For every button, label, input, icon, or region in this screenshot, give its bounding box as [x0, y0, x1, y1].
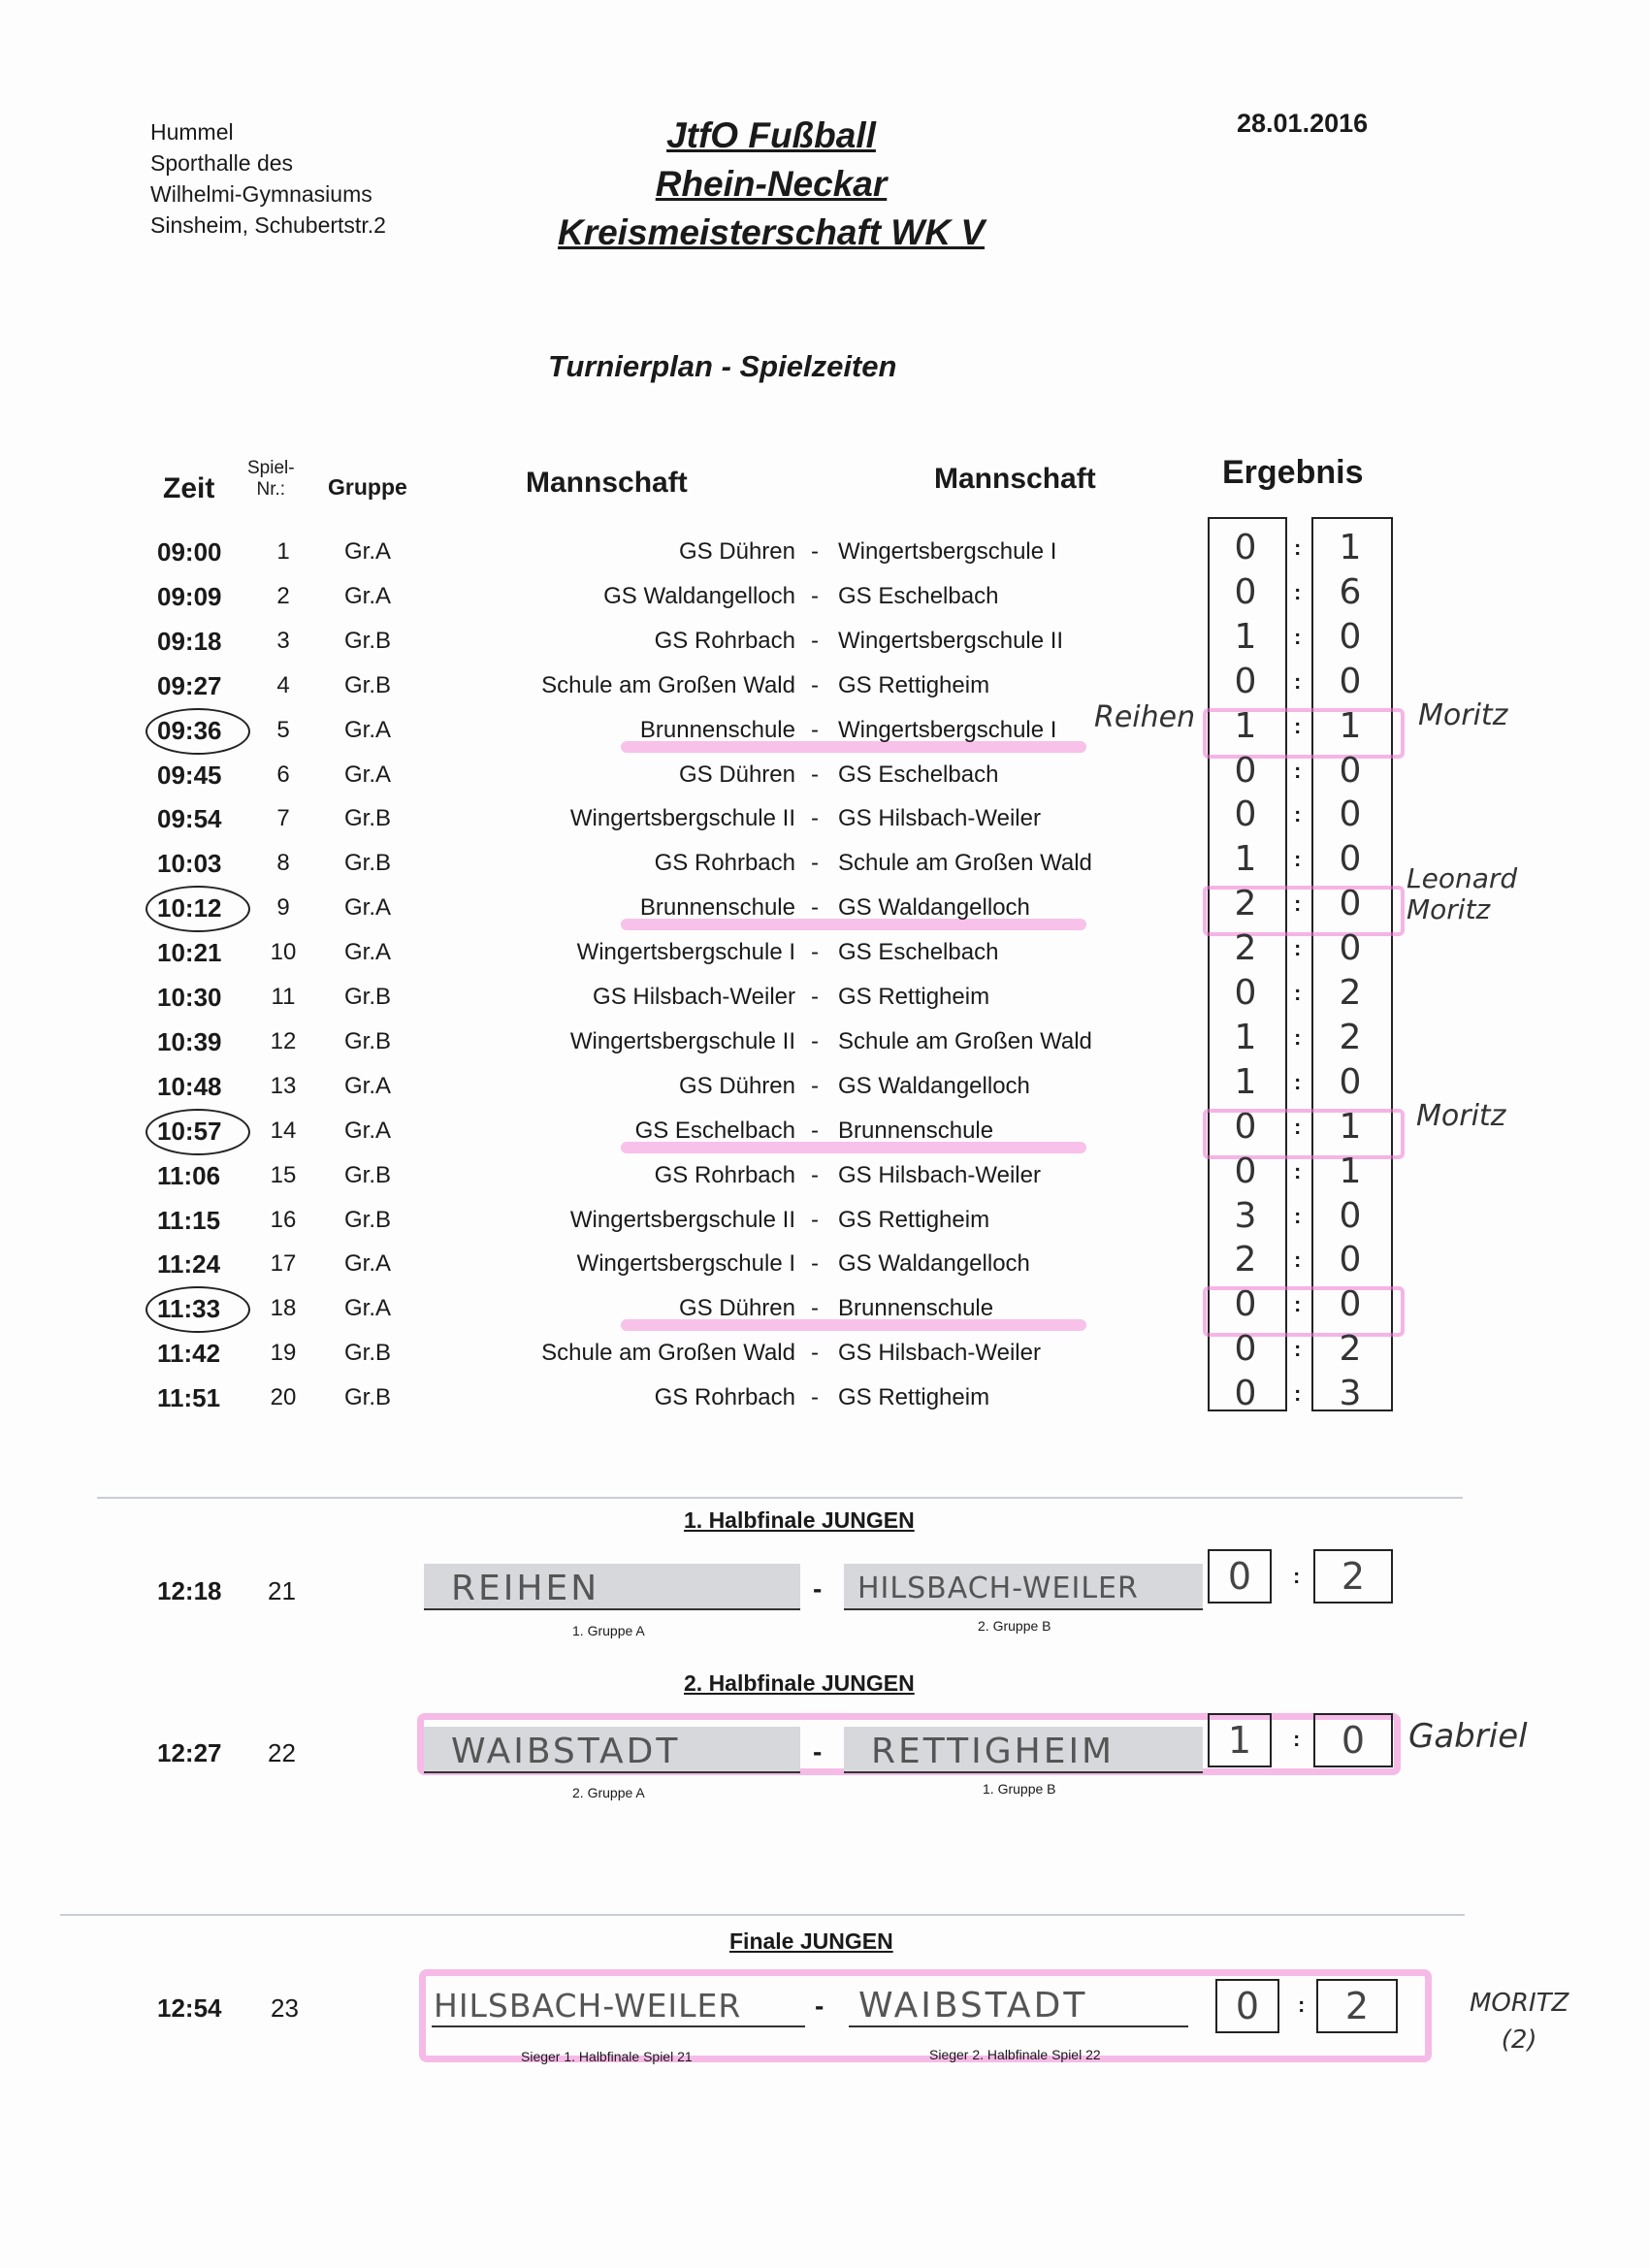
final-team1: HILSBACH-WEILER — [432, 1981, 805, 2027]
match-score1: 2 — [1234, 1240, 1257, 1280]
score-colon: : — [1294, 580, 1302, 604]
match-team2: GS Rettigheim — [838, 1384, 990, 1410]
match-group: Gr.A — [344, 939, 392, 965]
semi2-time: 12:27 — [157, 1738, 222, 1767]
match-team2: GS Waldangelloch — [838, 1073, 1030, 1099]
match-time: 09:18 — [157, 627, 222, 656]
match-dash: - — [811, 984, 819, 1010]
match-dash: - — [811, 1162, 819, 1188]
score-colon: : — [1294, 759, 1302, 783]
match-score1: 1 — [1234, 617, 1257, 657]
match-dash: - — [811, 672, 819, 698]
title-line: Kreismeisterschaft WK V — [557, 212, 986, 252]
match-group: Gr.B — [344, 672, 392, 698]
match-number: 17 — [270, 1250, 297, 1277]
match-team2: Schule am Großen Wald — [838, 1028, 1092, 1054]
match-number: 6 — [276, 761, 290, 788]
match-group: Gr.B — [344, 984, 392, 1010]
match-score2: 1 — [1339, 1151, 1362, 1191]
semi2-sub2: 1. Gruppe B — [983, 1781, 1056, 1797]
match-score2: 0 — [1339, 794, 1362, 834]
match-score2: 1 — [1339, 528, 1362, 567]
match-time: 09:00 — [157, 537, 222, 567]
match-row — [0, 1109, 1649, 1153]
location-line: Sporthalle des — [150, 150, 294, 176]
score-colon: : — [1294, 1115, 1302, 1139]
semi2-team1: WAIBSTADT — [424, 1727, 800, 1773]
match-time: 09:09 — [157, 582, 222, 611]
match-dash: - — [811, 1207, 819, 1233]
match-team1: GS Dühren — [678, 761, 795, 788]
match-team2: GS Rettigheim — [838, 1207, 990, 1233]
match-row — [0, 1242, 1649, 1286]
match-score1: 0 — [1234, 751, 1257, 791]
final-team2: WAIBSTADT — [849, 1981, 1188, 2027]
semi2-colon: : — [1293, 1727, 1301, 1751]
match-time: 10:03 — [157, 849, 222, 878]
location-line: Hummel — [150, 119, 234, 145]
match-row — [0, 530, 1649, 574]
match-score1: 1 — [1234, 839, 1257, 879]
match-score1: 0 — [1234, 973, 1257, 1013]
match-time: 10:57 — [157, 1117, 222, 1146]
location-line: Sinsheim, Schubertstr.2 — [150, 212, 386, 238]
score-colon: : — [1294, 1070, 1302, 1094]
match-dash: - — [811, 717, 819, 743]
match-score1: 0 — [1234, 1374, 1257, 1413]
semi1-nr: 21 — [268, 1576, 296, 1605]
score-colon: : — [1294, 1337, 1302, 1361]
match-score2: 2 — [1339, 973, 1362, 1013]
match-team2: GS Waldangelloch — [838, 1250, 1030, 1277]
match-dash: - — [811, 583, 819, 609]
match-group: Gr.B — [344, 1384, 392, 1410]
semi2-sub1: 2. Gruppe A — [572, 1785, 645, 1800]
semi2-score2: 0 — [1313, 1713, 1393, 1767]
match-team1: Wingertsbergschule II — [569, 805, 795, 831]
match-group: Gr.B — [344, 1028, 392, 1054]
match-group: Gr.B — [344, 1207, 392, 1233]
match-dash: - — [811, 1340, 819, 1366]
match-dash: - — [811, 1028, 819, 1054]
match-score2: 1 — [1339, 706, 1362, 746]
match-team2: GS Waldangelloch — [838, 894, 1030, 921]
final-sub2: Sieger 2. Halbfinale Spiel 22 — [929, 2047, 1101, 2062]
match-team1: GS Hilsbach-Weiler — [593, 984, 795, 1010]
score-colon: : — [1294, 891, 1302, 916]
match-team1: Brunnenschule — [639, 894, 795, 921]
match-group: Gr.A — [344, 1250, 392, 1277]
match-team1: Schule am Großen Wald — [541, 1340, 795, 1366]
match-time: 10:30 — [157, 983, 222, 1012]
match-row — [0, 886, 1649, 930]
match-number: 7 — [276, 805, 290, 831]
match-dash: - — [811, 1073, 819, 1099]
match-row — [0, 975, 1649, 1020]
match-time: 10:12 — [157, 893, 222, 923]
match-team2: GS Rettigheim — [838, 984, 990, 1010]
match-group: Gr.B — [344, 1340, 392, 1366]
match-team1: GS Dühren — [678, 1295, 795, 1321]
match-team2: GS Rettigheim — [838, 672, 990, 698]
match-dash: - — [811, 850, 819, 876]
match-group: Gr.A — [344, 1118, 392, 1144]
match-row — [0, 753, 1649, 797]
match-number: 20 — [270, 1384, 297, 1410]
match-score2: 0 — [1339, 839, 1362, 879]
match-team2: GS Hilsbach-Weiler — [838, 805, 1041, 831]
match-team2: GS Eschelbach — [838, 939, 999, 965]
match-score1: 1 — [1234, 1062, 1257, 1102]
final-scorer: MORITZ — [1470, 1989, 1569, 2018]
location-block — [150, 116, 386, 241]
match-team1: GS Rohrbach — [654, 628, 795, 654]
match-score1: 0 — [1234, 1329, 1257, 1369]
score-colon: : — [1294, 669, 1302, 694]
semi1-sub2: 2. Gruppe B — [978, 1618, 1051, 1634]
match-group: Gr.A — [344, 1073, 392, 1099]
annotation-moritz-1: Moritz — [1418, 698, 1508, 732]
match-team1: GS Waldangelloch — [603, 583, 795, 609]
col-header-mannschaft-2: Mannschaft — [934, 463, 1096, 495]
semi1-score2: 2 — [1313, 1549, 1393, 1604]
match-number: 10 — [270, 939, 297, 965]
match-time: 10:21 — [157, 938, 222, 967]
match-time: 09:54 — [157, 804, 222, 833]
match-dash: - — [811, 1295, 819, 1321]
match-score1: 0 — [1234, 528, 1257, 567]
match-dash: - — [811, 1384, 819, 1410]
semi2-team2: RETTIGHEIM — [844, 1727, 1203, 1773]
score-colon: : — [1294, 1247, 1302, 1272]
match-team1: Wingertsbergschule I — [576, 939, 795, 965]
match-team2: Schule am Großen Wald — [838, 850, 1092, 876]
match-row — [0, 619, 1649, 664]
match-time: 11:24 — [157, 1249, 221, 1279]
match-score1: 2 — [1234, 928, 1257, 968]
match-group: Gr.B — [344, 628, 392, 654]
match-row — [0, 841, 1649, 886]
match-dash: - — [811, 538, 819, 565]
match-row — [0, 1286, 1649, 1331]
match-score1: 0 — [1234, 1107, 1257, 1147]
match-score2: 0 — [1339, 884, 1362, 923]
annotation-reihen: Reihen — [1094, 700, 1196, 734]
final-scorer-block — [1470, 1985, 1568, 2058]
match-team2: Wingertsbergschule II — [838, 628, 1064, 654]
match-dash: - — [811, 939, 819, 965]
final-colon: : — [1298, 1993, 1306, 2017]
match-team1: Wingertsbergschule II — [569, 1028, 795, 1054]
match-score1: 0 — [1234, 794, 1257, 834]
match-team1: GS Rohrbach — [654, 1162, 795, 1188]
match-row — [0, 1331, 1649, 1376]
match-number: 2 — [276, 583, 290, 609]
match-number: 1 — [276, 538, 290, 565]
match-number: 8 — [276, 850, 290, 876]
match-row — [0, 1153, 1649, 1198]
location-line: Wilhelmi-Gymnasiums — [150, 181, 372, 207]
score-colon: : — [1294, 1292, 1302, 1316]
match-group: Gr.A — [344, 761, 392, 788]
score-colon: : — [1294, 1159, 1302, 1183]
match-team1: Wingertsbergschule II — [569, 1207, 795, 1233]
col-header-spiel-line1: Spiel- — [247, 458, 295, 478]
match-team1: GS Rohrbach — [654, 850, 795, 876]
match-dash: - — [811, 805, 819, 831]
match-number: 4 — [276, 672, 290, 698]
match-group: Gr.B — [344, 1162, 392, 1188]
separator-line — [60, 1914, 1465, 1916]
match-score2: 0 — [1339, 1062, 1362, 1102]
final-scorer-count: (2) — [1501, 2025, 1537, 2055]
match-number: 14 — [270, 1118, 297, 1144]
match-score1: 1 — [1234, 1018, 1257, 1057]
match-team2: Brunnenschule — [838, 1118, 994, 1144]
match-team1: Schule am Großen Wald — [541, 672, 795, 698]
match-row — [0, 796, 1649, 841]
match-group: Gr.B — [344, 850, 392, 876]
match-team2: GS Eschelbach — [838, 583, 999, 609]
score-colon: : — [1294, 1381, 1302, 1406]
match-row — [0, 1198, 1649, 1243]
match-team2: Wingertsbergschule I — [838, 717, 1057, 743]
match-row — [0, 664, 1649, 708]
match-score1: 3 — [1234, 1196, 1257, 1236]
document-title — [504, 112, 1038, 257]
match-team1: GS Eschelbach — [634, 1118, 795, 1144]
match-time: 09:45 — [157, 761, 222, 790]
separator-line — [97, 1497, 1463, 1499]
semi2-nr: 22 — [268, 1738, 296, 1767]
col-header-ergebnis: Ergebnis — [1222, 454, 1364, 491]
match-row — [0, 574, 1649, 619]
match-team2: GS Hilsbach-Weiler — [838, 1162, 1041, 1188]
match-group: Gr.A — [344, 1295, 392, 1321]
final-score1: 0 — [1215, 1979, 1279, 2033]
match-score2: 3 — [1339, 1374, 1362, 1413]
match-time: 11:33 — [157, 1294, 221, 1323]
annotation-moritz-3: Moritz — [1416, 1099, 1506, 1133]
score-colon: : — [1294, 535, 1302, 560]
semi1-dash: - — [813, 1573, 823, 1604]
final-score2: 2 — [1316, 1979, 1398, 2033]
score-colon: : — [1294, 847, 1302, 871]
score-colon: : — [1294, 936, 1302, 960]
match-score1: 0 — [1234, 1151, 1257, 1191]
match-time: 10:48 — [157, 1072, 222, 1101]
match-team2: GS Hilsbach-Weiler — [838, 1340, 1041, 1366]
match-score2: 2 — [1339, 1329, 1362, 1369]
match-score1: 1 — [1234, 706, 1257, 746]
match-dash: - — [811, 628, 819, 654]
score-colon: : — [1294, 1025, 1302, 1050]
match-team1: Wingertsbergschule I — [576, 1250, 795, 1277]
match-team1: GS Dühren — [678, 1073, 795, 1099]
document-subtitle: Turnierplan - Spielzeiten — [548, 349, 897, 383]
col-header-zeit: Zeit — [163, 472, 215, 504]
score-colon: : — [1294, 802, 1302, 826]
col-header-gruppe: Gruppe — [328, 474, 407, 500]
match-score2: 0 — [1339, 662, 1362, 701]
match-dash: - — [811, 1250, 819, 1277]
match-score2: 0 — [1339, 1196, 1362, 1236]
match-score1: 0 — [1234, 572, 1257, 612]
match-row — [0, 930, 1649, 975]
semi1-team2: HILSBACH-WEILER — [844, 1564, 1203, 1610]
final-sub1: Sieger 1. Halbfinale Spiel 21 — [521, 2049, 693, 2064]
semi2-score1: 1 — [1208, 1713, 1272, 1767]
match-score2: 1 — [1339, 1107, 1362, 1147]
match-time: 09:36 — [157, 716, 222, 745]
match-dash: - — [811, 1118, 819, 1144]
match-time: 11:15 — [157, 1206, 221, 1235]
match-row — [0, 708, 1649, 753]
match-score2: 6 — [1339, 572, 1362, 612]
match-score2: 0 — [1339, 1240, 1362, 1280]
match-row — [0, 1064, 1649, 1109]
match-group: Gr.A — [344, 894, 392, 921]
match-score2: 0 — [1339, 1284, 1362, 1324]
semi2-scorer: Gabriel — [1408, 1717, 1528, 1756]
match-score2: 0 — [1339, 751, 1362, 791]
match-number: 16 — [270, 1207, 297, 1233]
match-score1: 0 — [1234, 1284, 1257, 1324]
match-team1: Brunnenschule — [639, 717, 795, 743]
semi1-time: 12:18 — [157, 1576, 222, 1605]
col-header-spiel-line2: Nr.: — [256, 479, 286, 500]
semi1-title: 1. Halbfinale JUNGEN — [684, 1507, 915, 1533]
col-header-mannschaft-1: Mannschaft — [526, 467, 688, 499]
match-score1: 2 — [1234, 884, 1257, 923]
match-group: Gr.A — [344, 538, 392, 565]
semi1-score1: 0 — [1208, 1549, 1272, 1604]
match-dash: - — [811, 761, 819, 788]
annotation-leonard-moritz — [1406, 863, 1517, 925]
match-group: Gr.A — [344, 583, 392, 609]
annotation-leonard: Leonard — [1406, 862, 1518, 894]
match-team1: GS Dühren — [678, 538, 795, 565]
match-score1: 0 — [1234, 662, 1257, 701]
semi1-team1: REIHEN — [424, 1564, 800, 1610]
match-group: Gr.B — [344, 805, 392, 831]
match-number: 3 — [276, 628, 290, 654]
match-number: 5 — [276, 717, 290, 743]
final-nr: 23 — [271, 1993, 299, 2023]
score-colon: : — [1294, 981, 1302, 1005]
match-time: 11:06 — [157, 1161, 221, 1190]
match-time: 11:51 — [157, 1383, 221, 1412]
match-group: Gr.A — [344, 717, 392, 743]
match-number: 9 — [276, 894, 290, 921]
score-colon: : — [1294, 625, 1302, 649]
title-line: Rhein-Neckar — [655, 164, 888, 204]
match-number: 19 — [270, 1340, 297, 1366]
score-colon: : — [1294, 714, 1302, 738]
match-score2: 0 — [1339, 617, 1362, 657]
match-team1: GS Rohrbach — [654, 1384, 795, 1410]
match-number: 13 — [270, 1073, 297, 1099]
match-dash: - — [811, 894, 819, 921]
match-team2: Brunnenschule — [838, 1295, 994, 1321]
match-row — [0, 1376, 1649, 1420]
match-score2: 0 — [1339, 928, 1362, 968]
match-time: 11:42 — [157, 1339, 221, 1368]
col-header-spiel-nr — [247, 458, 295, 501]
score-colon: : — [1294, 1204, 1302, 1228]
semi1-sub1: 1. Gruppe A — [572, 1623, 645, 1638]
document-date: 28.01.2016 — [1237, 109, 1369, 138]
match-team2: Wingertsbergschule I — [838, 538, 1057, 565]
final-dash: - — [815, 1991, 824, 2021]
semi2-title: 2. Halbfinale JUNGEN — [684, 1670, 915, 1696]
match-number: 15 — [270, 1162, 297, 1188]
match-row — [0, 1020, 1649, 1064]
match-score2: 2 — [1339, 1018, 1362, 1057]
match-number: 18 — [270, 1295, 297, 1321]
match-time: 10:39 — [157, 1027, 222, 1056]
annotation-moritz-2: Moritz — [1406, 893, 1491, 925]
final-title: Finale JUNGEN — [729, 1928, 893, 1954]
match-time: 09:27 — [157, 671, 222, 700]
title-line: JtfO Fußball — [666, 115, 876, 155]
semi2-dash: - — [813, 1736, 823, 1766]
final-time: 12:54 — [157, 1993, 222, 2023]
semi1-colon: : — [1293, 1564, 1301, 1588]
match-number: 12 — [270, 1028, 297, 1054]
match-team2: GS Eschelbach — [838, 761, 999, 788]
match-number: 11 — [271, 984, 296, 1010]
